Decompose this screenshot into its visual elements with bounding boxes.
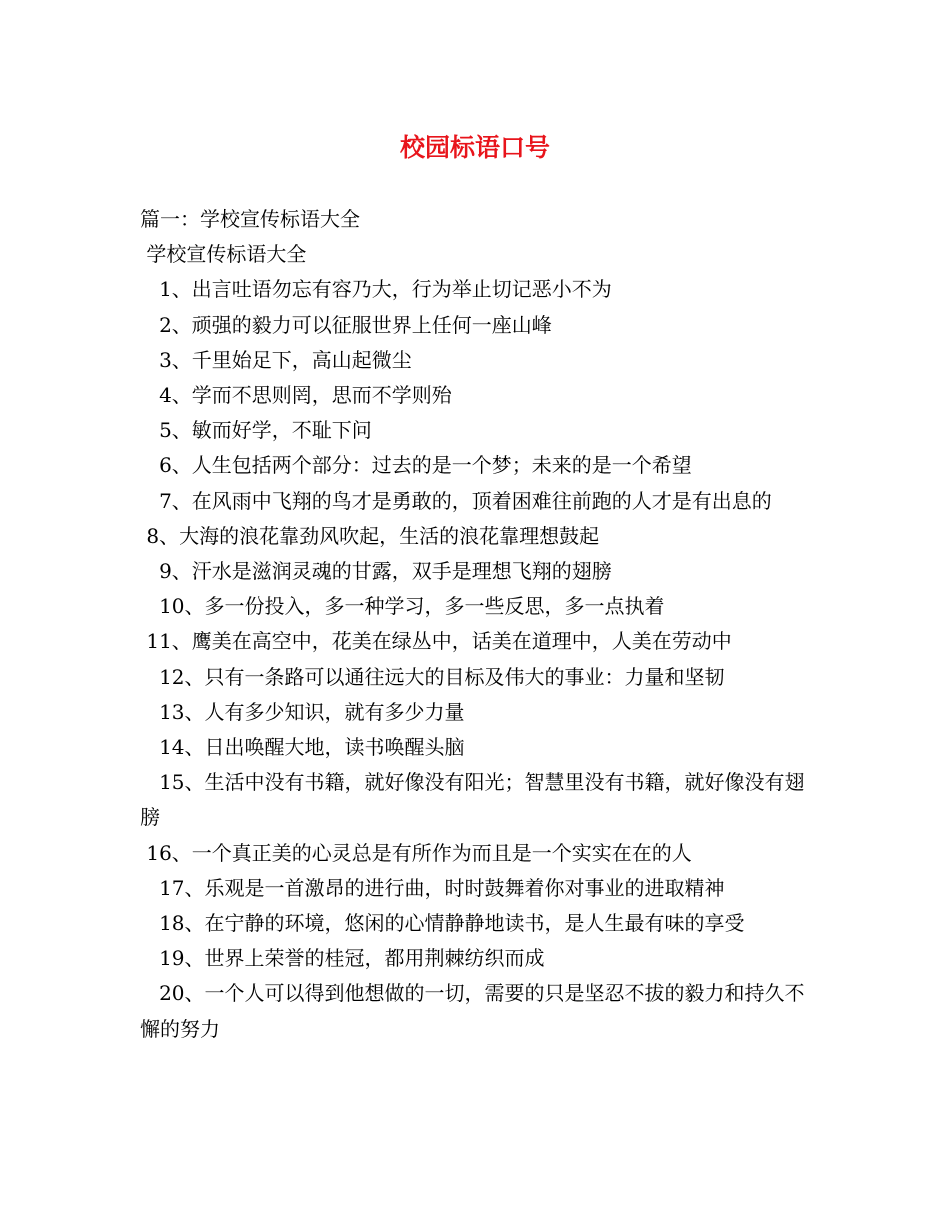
slogan-9: 9、汗水是滋润灵魂的甘露，双手是理想飞翔的翅膀 xyxy=(140,559,612,584)
slogan-12: 12、只有一条路可以通往远大的目标及伟大的事业：力量和坚韧 xyxy=(140,664,725,689)
slogan-5: 5、敏而好学，不耻下问 xyxy=(140,418,372,443)
slogan-15: 15、生活中没有书籍，就好像没有阳光；智慧里没有书籍，就好像没有翅膀 xyxy=(140,770,805,830)
slogan-6: 6、人生包括两个部分：过去的是一个梦；未来的是一个希望 xyxy=(140,453,692,478)
slogan-14: 14、日出唤醒大地，读书唤醒头脑 xyxy=(140,735,465,760)
document-body xyxy=(140,202,820,1047)
slogan-20: 20、一个人可以得到他想做的一切，需要的只是坚忍不拔的毅力和持久不懈的努力 xyxy=(140,981,805,1041)
slogan-19: 19、世界上荣誉的桂冠，都用荆棘纺织而成 xyxy=(140,946,545,971)
slogan-11: 11、鹰美在高空中，花美在绿丛中，话美在道理中，人美在劳动中 xyxy=(140,629,732,654)
slogan-18: 18、在宁静的环境，悠闲的心情静静地读书，是人生最有味的享受 xyxy=(140,911,745,936)
section-heading: 篇一：学校宣传标语大全 xyxy=(140,207,360,231)
slogan-17: 17、乐观是一首激昂的进行曲，时时鼓舞着你对事业的进取精神 xyxy=(140,875,725,900)
slogan-13: 13、人有多少知识，就有多少力量 xyxy=(140,699,465,724)
slogan-10: 10、多一份投入，多一种学习，多一些反思，多一点执着 xyxy=(140,594,665,619)
subheading: 学校宣传标语大全 xyxy=(140,242,307,267)
slogan-1: 1、出言吐语勿忘有容乃大，行为举止切记恶小不为 xyxy=(140,277,612,302)
slogan-4: 4、学而不思则罔，思而不学则殆 xyxy=(140,383,452,408)
slogan-7: 7、在风雨中飞翔的鸟才是勇敢的，顶着困难往前跑的人才是有出息的 xyxy=(140,488,772,513)
slogan-16: 16、一个真正美的心灵总是有所作为而且是一个实实在在的人 xyxy=(140,840,692,865)
document-title: 校园标语口号 xyxy=(399,133,550,162)
slogan-8: 8、大海的浪花靠劲风吹起，生活的浪花靠理想鼓起 xyxy=(140,523,600,548)
slogan-3: 3、千里始足下，高山起微尘 xyxy=(140,347,412,372)
slogan-2: 2、顽强的毅力可以征服世界上任何一座山峰 xyxy=(140,312,552,337)
